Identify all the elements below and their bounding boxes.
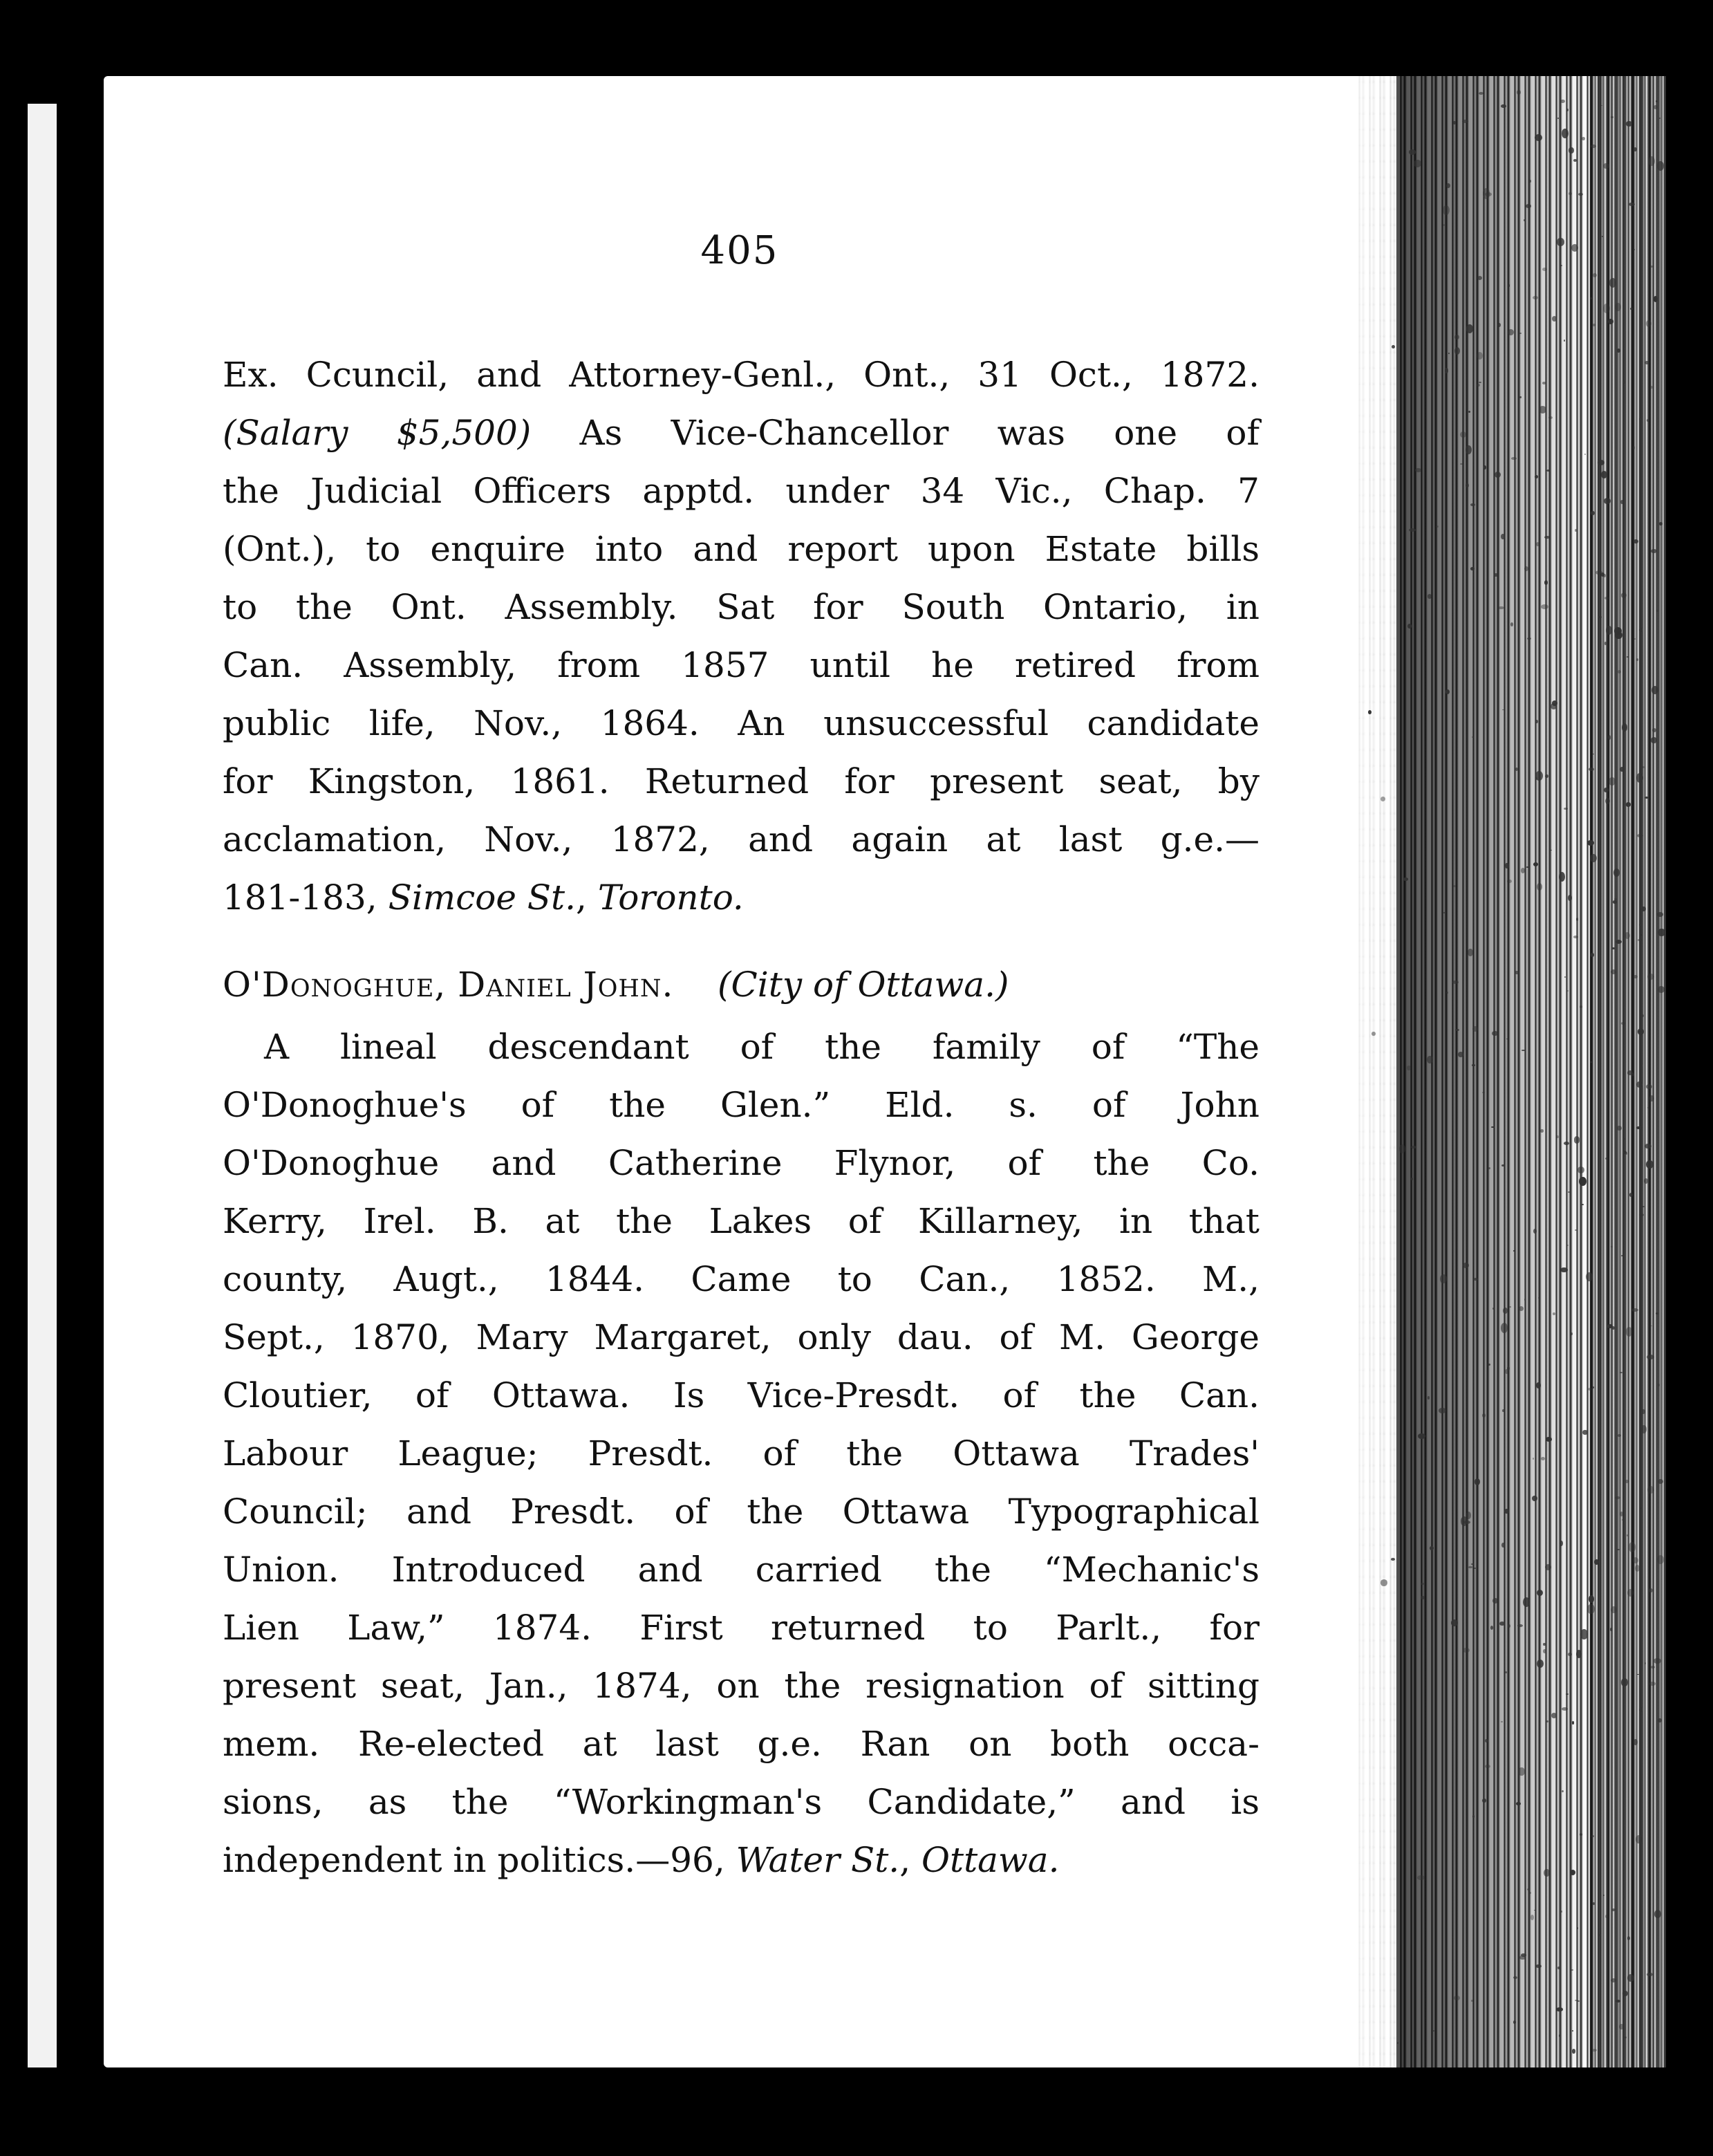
print-speck — [1604, 642, 1607, 645]
print-speck — [1562, 129, 1569, 138]
print-speck — [1472, 1026, 1478, 1032]
print-speck — [1560, 1267, 1567, 1272]
print-speck — [1568, 1191, 1570, 1193]
print-speck — [1505, 863, 1508, 868]
print-speck — [1645, 361, 1649, 364]
print-speck — [1626, 802, 1630, 807]
print-speck — [1519, 1955, 1526, 1959]
print-speck — [1659, 118, 1660, 119]
print-speck — [1571, 1332, 1573, 1336]
print-speck — [1615, 303, 1621, 310]
print-speck — [1544, 1869, 1549, 1877]
print-speck — [1506, 1039, 1508, 1040]
print-speck — [1630, 308, 1634, 310]
print-speck — [1368, 710, 1372, 714]
print-speck — [1407, 1066, 1411, 1070]
print-speck — [1598, 1552, 1600, 1554]
print-speck — [1543, 1649, 1546, 1653]
print-speck — [1622, 1991, 1628, 1996]
print-speck — [1468, 949, 1473, 957]
print-speck — [1471, 2000, 1473, 2002]
print-speck — [1629, 1542, 1636, 1552]
text-line: Union. Introduced and carried the “Mechanic's — [223, 1550, 1260, 1590]
print-speck — [1576, 1650, 1582, 1658]
print-speck — [1622, 723, 1627, 731]
print-speck — [1533, 1229, 1537, 1234]
print-speck — [1463, 1648, 1470, 1653]
member-name: O'Donoghue, Daniel John. — [223, 965, 674, 1005]
print-speck — [1545, 774, 1548, 778]
print-speck — [1532, 1496, 1537, 1501]
print-speck — [1650, 386, 1654, 388]
print-speck — [1428, 1396, 1430, 1400]
print-speck — [1604, 788, 1609, 792]
print-speck — [1572, 1721, 1574, 1725]
print-speck — [1440, 1274, 1447, 1284]
text-line: mem. Re-elected at last g.e. Ran on both occa- — [223, 1724, 1260, 1764]
print-speck — [1488, 1364, 1490, 1366]
print-speck — [1587, 840, 1594, 846]
print-speck — [1569, 192, 1572, 195]
print-speck — [1445, 689, 1450, 694]
print-speck — [1492, 1598, 1498, 1604]
page-number: 405 — [700, 228, 779, 273]
print-speck — [1658, 1718, 1662, 1723]
print-speck — [1617, 349, 1620, 353]
print-speck — [1475, 1478, 1480, 1485]
print-speck — [1453, 121, 1456, 124]
print-speck — [1468, 1566, 1472, 1568]
print-speck — [1562, 1790, 1564, 1792]
print-speck — [1651, 1666, 1655, 1668]
print-speck — [1568, 895, 1572, 901]
print-speck — [1556, 1135, 1559, 1138]
print-speck — [1625, 1480, 1628, 1483]
print-speck — [1575, 529, 1577, 532]
print-speck — [1616, 2000, 1620, 2002]
print-speck — [1560, 265, 1562, 266]
print-speck — [1577, 1927, 1578, 1929]
print-speck — [1629, 1193, 1633, 1197]
print-speck — [1535, 720, 1537, 723]
print-speck — [1627, 1974, 1634, 1981]
print-speck — [1592, 1386, 1594, 1388]
print-speck — [1569, 147, 1573, 154]
print-speck — [1651, 737, 1656, 743]
print-speck — [1588, 1388, 1592, 1391]
print-speck — [1647, 419, 1649, 422]
print-speck — [1651, 549, 1657, 553]
print-speck — [1511, 457, 1516, 460]
print-speck — [1501, 1164, 1505, 1167]
text-line: to the Ont. Assembly. Sat for South Ontario, in — [223, 587, 1260, 627]
print-speck — [1454, 335, 1459, 340]
print-speck — [1415, 468, 1421, 472]
print-speck — [1605, 798, 1610, 804]
print-speck — [1501, 1721, 1504, 1722]
text-line: Cloutier, of Ottawa. Is Vice-Presdt. of the Can. — [223, 1375, 1260, 1415]
print-speck — [1603, 574, 1606, 577]
print-speck — [1501, 1323, 1508, 1332]
print-speck — [1472, 1064, 1475, 1066]
print-speck — [1598, 616, 1602, 618]
print-speck — [1658, 1479, 1663, 1484]
print-speck — [1658, 929, 1665, 936]
print-speck — [1492, 1031, 1498, 1037]
print-speck — [1570, 1870, 1575, 1875]
print-speck — [1605, 1158, 1608, 1160]
print-speck — [1649, 156, 1655, 166]
print-speck — [1651, 686, 1658, 694]
address-line: independent in politics.—96, Water St., Ottawa. — [223, 1840, 1060, 1880]
text-line: Lien Law,” 1874. First returned to Parlt., for — [223, 1608, 1260, 1648]
print-speck — [1560, 100, 1565, 103]
text-line: O'Donoghue and Catherine Flynor, of the Co. — [223, 1143, 1260, 1183]
address-line: 181-183, Simcoe St., Toronto. — [223, 877, 744, 918]
print-speck — [1436, 526, 1438, 528]
constituency: (City of Ottawa.) — [718, 965, 1009, 1005]
print-speck — [1564, 976, 1566, 977]
print-speck — [1589, 1595, 1594, 1603]
text-line: Labour League; Presdt. of the Ottawa Trades' — [223, 1433, 1260, 1474]
text-line: public life, Nov., 1864. An unsuccessful candidate — [223, 703, 1260, 743]
print-speck — [1566, 1245, 1569, 1246]
print-speck — [1407, 624, 1412, 629]
print-speck — [1533, 1458, 1534, 1460]
print-speck — [1533, 296, 1538, 300]
print-speck — [1546, 1720, 1549, 1722]
print-speck — [1537, 1590, 1543, 1596]
print-speck — [1535, 134, 1542, 141]
print-speck — [1455, 1029, 1459, 1031]
print-speck — [1620, 1512, 1623, 1516]
print-speck — [1634, 249, 1635, 250]
print-speck — [1647, 1973, 1652, 1977]
print-speck — [1657, 1555, 1664, 1563]
text-line: Can. Assembly, from 1857 until he retired from — [223, 645, 1260, 685]
print-speck — [1466, 445, 1472, 454]
print-speck — [1526, 866, 1528, 868]
text-line: the Judicial Officers apptd. under 34 Vic., Chap. 7 — [223, 471, 1260, 511]
print-speck — [1621, 1255, 1623, 1256]
text-line: Sept., 1870, Mary Margaret, only dau. of M. George — [223, 1317, 1260, 1357]
print-speck — [1603, 163, 1609, 169]
text-line: A lineal descendant of the family of “The — [264, 1027, 1260, 1067]
print-speck — [1623, 380, 1626, 384]
print-speck — [1454, 1996, 1460, 2000]
print-speck — [1640, 934, 1642, 936]
print-speck — [1501, 534, 1505, 539]
print-speck — [1421, 1596, 1425, 1599]
print-speck — [1515, 971, 1519, 974]
print-speck — [1634, 975, 1638, 978]
print-speck — [1658, 986, 1665, 994]
print-speck — [1620, 500, 1624, 504]
print-speck — [1494, 573, 1498, 577]
print-speck — [1591, 145, 1595, 148]
print-speck — [1518, 1767, 1525, 1776]
print-speck — [1409, 149, 1416, 155]
print-speck — [1391, 1558, 1395, 1561]
print-speck — [1626, 121, 1632, 127]
print-speck — [1535, 771, 1543, 781]
print-speck — [1590, 297, 1592, 299]
print-speck — [1446, 992, 1449, 993]
print-speck — [1562, 1707, 1568, 1711]
print-speck — [1657, 912, 1663, 916]
print-speck — [1548, 416, 1553, 419]
print-speck — [1605, 1915, 1608, 1918]
print-speck — [1623, 1138, 1625, 1140]
print-speck — [1595, 570, 1602, 575]
print-speck — [1572, 2030, 1573, 2032]
print-speck — [1654, 296, 1658, 302]
print-speck — [1641, 1425, 1647, 1433]
print-speck — [1612, 947, 1615, 949]
print-speck — [1508, 1624, 1510, 1628]
print-speck — [1618, 670, 1621, 673]
print-speck — [1537, 883, 1542, 891]
print-speck — [1611, 1908, 1616, 1911]
print-speck — [1587, 1604, 1595, 1615]
print-speck — [1414, 160, 1421, 167]
print-speck — [1616, 940, 1622, 944]
print-speck — [1473, 1278, 1478, 1281]
print-speck — [1580, 1005, 1582, 1008]
print-speck — [1589, 768, 1594, 771]
print-speck — [1556, 2007, 1564, 2011]
print-speck — [1574, 1136, 1580, 1143]
print-speck — [1623, 1151, 1627, 1154]
print-speck — [1606, 626, 1612, 634]
print-speck — [1513, 1250, 1515, 1251]
print-speck — [1372, 1032, 1375, 1036]
print-speck — [1571, 244, 1578, 252]
print-speck — [1621, 1678, 1627, 1686]
print-speck — [1573, 159, 1578, 162]
print-speck — [1654, 1658, 1660, 1664]
print-speck — [1551, 1713, 1557, 1718]
print-speck — [1564, 808, 1568, 810]
print-speck — [1646, 1160, 1654, 1169]
print-speck — [1544, 580, 1548, 585]
print-speck — [1463, 1263, 1469, 1268]
print-speck — [1557, 238, 1564, 245]
print-speck — [1479, 92, 1484, 95]
salary-note: (Salary $5,500) — [223, 413, 532, 453]
print-speck — [1611, 1606, 1617, 1613]
print-speck — [1542, 268, 1547, 271]
print-speck — [1504, 1509, 1510, 1514]
print-speck — [1618, 1434, 1621, 1436]
print-speck — [1527, 1888, 1530, 1890]
print-speck — [1552, 316, 1557, 322]
print-speck — [1586, 1272, 1593, 1282]
text-line: sions, as the “Workingman's Candidate,” and is — [223, 1782, 1260, 1822]
print-speck — [1446, 183, 1450, 188]
print-speck — [1546, 1437, 1552, 1442]
print-speck — [1564, 1142, 1569, 1145]
print-speck — [1656, 610, 1658, 612]
print-speck — [1568, 1653, 1572, 1656]
print-speck — [1640, 1507, 1642, 1509]
print-speck — [1582, 137, 1585, 140]
print-speck — [1460, 431, 1466, 438]
gutter-shadow — [57, 104, 84, 2067]
page-text — [223, 346, 1260, 1889]
print-speck — [1452, 981, 1459, 984]
print-speck — [1411, 1178, 1413, 1180]
print-speck — [1553, 1312, 1555, 1315]
text-line: (Ont.), to enquire into and report upon Estate bills — [223, 529, 1260, 569]
print-speck — [1519, 1306, 1524, 1311]
print-speck — [1613, 900, 1616, 903]
print-speck — [1627, 1534, 1628, 1536]
print-speck — [1636, 1126, 1641, 1130]
print-speck — [1641, 907, 1645, 912]
print-speck — [1488, 1167, 1490, 1169]
print-speck — [1524, 219, 1526, 221]
print-speck — [1614, 627, 1622, 635]
print-speck — [1466, 324, 1473, 333]
print-speck — [1641, 1065, 1642, 1066]
print-speck — [1576, 918, 1578, 920]
print-speck — [1646, 1084, 1652, 1089]
print-speck — [1403, 877, 1408, 880]
print-speck — [1501, 104, 1506, 109]
print-speck — [1582, 1430, 1588, 1435]
print-speck — [1507, 880, 1512, 883]
print-speck — [1523, 1597, 1530, 1607]
print-speck — [1540, 1129, 1543, 1132]
print-speck — [1433, 2030, 1434, 2032]
print-speck — [1652, 728, 1656, 732]
print-speck — [1539, 406, 1546, 413]
print-speck — [1639, 628, 1642, 632]
print-speck — [1490, 1626, 1493, 1630]
print-speck — [1418, 1433, 1425, 1440]
print-speck — [1611, 116, 1613, 118]
print-speck — [1591, 511, 1594, 515]
print-speck — [1502, 1409, 1504, 1412]
print-speck — [1598, 460, 1605, 465]
print-speck — [1499, 1621, 1505, 1626]
text-line: Council; and Presdt. of the Ottawa Typographical — [223, 1491, 1260, 1532]
text-line: present seat, Jan., 1874, on the resignation of sitting — [223, 1666, 1260, 1706]
print-speck — [1516, 1802, 1521, 1805]
print-speck — [1485, 192, 1492, 196]
text-line: acclamation, Nov., 1872, and again at last g.e.— — [223, 819, 1260, 859]
print-speck — [1647, 974, 1654, 980]
print-speck — [1641, 1014, 1644, 1018]
print-speck — [1579, 1177, 1586, 1186]
text-line: Kerry, Irel. B. at the Lakes of Killarney, in that — [223, 1201, 1260, 1241]
print-speck — [1541, 604, 1548, 609]
print-speck — [1443, 912, 1445, 913]
print-speck — [1380, 1579, 1388, 1586]
entry-heading — [223, 956, 1260, 1014]
print-speck — [1451, 1619, 1458, 1626]
print-speck — [1611, 969, 1617, 974]
print-speck — [1560, 1541, 1563, 1545]
print-speck — [1519, 396, 1522, 398]
print-speck — [1627, 1070, 1632, 1075]
print-speck — [1513, 2020, 1515, 2024]
print-speck — [1492, 1308, 1495, 1309]
print-speck — [1482, 1799, 1486, 1803]
text-line: for Kingston, 1861. Returned for present seat, by — [223, 761, 1260, 801]
print-speck — [1580, 1833, 1582, 1836]
print-speck — [1517, 1624, 1523, 1628]
text-line: (Salary $5,500) As Vice-Chancellor was one of — [223, 413, 1260, 453]
print-speck — [1657, 161, 1665, 171]
print-speck — [1599, 1934, 1601, 1936]
print-speck — [1472, 1815, 1475, 1817]
print-speck — [1409, 528, 1416, 532]
text-line: O'Donoghue's of the Glen.” Eld. s. of John — [223, 1085, 1260, 1125]
print-speck — [1427, 1056, 1433, 1063]
print-speck — [1617, 1126, 1622, 1131]
print-speck — [1590, 854, 1597, 862]
print-speck — [1557, 1967, 1560, 1969]
print-speck — [1607, 1324, 1613, 1329]
print-speck — [1458, 1052, 1463, 1057]
print-speck — [1477, 384, 1480, 387]
print-speck — [1472, 736, 1474, 738]
print-speck — [1557, 118, 1559, 119]
print-speck — [1380, 797, 1385, 801]
print-speck — [1572, 2049, 1575, 2053]
print-speck — [1626, 1327, 1632, 1336]
text-line: Ex. Ccuncil, and Attorney-Genl., Ont., 31 Oct., 1872. — [223, 355, 1260, 395]
print-speck — [1629, 203, 1635, 206]
print-speck — [1503, 1308, 1508, 1314]
print-speck — [1571, 1969, 1573, 1971]
print-speck — [1529, 180, 1531, 183]
print-speck — [1491, 1126, 1495, 1128]
print-speck — [1445, 368, 1448, 373]
print-speck — [1654, 1910, 1661, 1918]
print-speck — [1566, 1693, 1569, 1695]
print-speck — [1508, 284, 1510, 286]
print-speck — [1443, 205, 1450, 216]
text-line: county, Augt., 1844. Came to Can., 1852. M., — [223, 1259, 1260, 1299]
print-speck — [1421, 1583, 1424, 1584]
